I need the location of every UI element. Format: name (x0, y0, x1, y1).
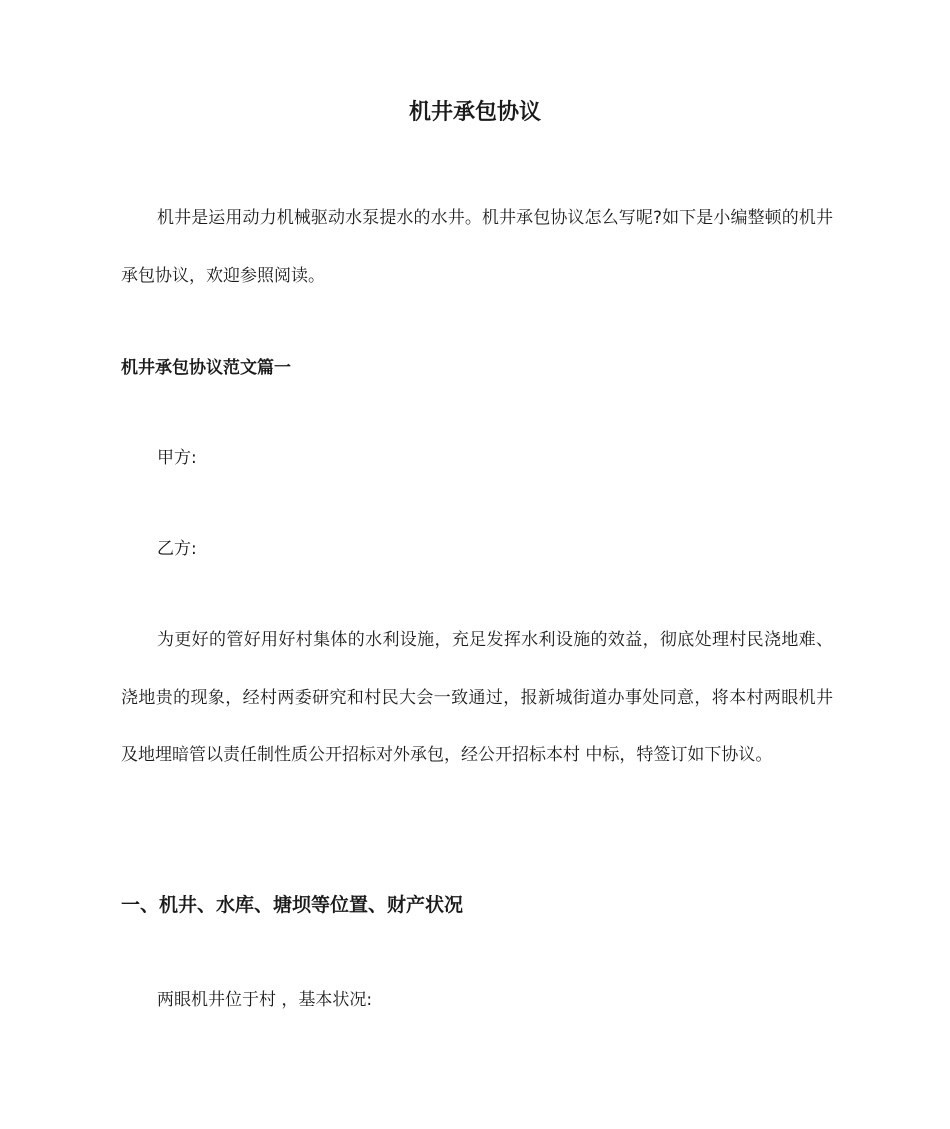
section-1-text: 两眼机井位于村 ，基本状况: (157, 990, 373, 1010)
document-title: 机井承包协议 (408, 100, 541, 125)
section-1-heading: 一、机井、水库、塘坝等位置、财产状况 (121, 894, 464, 916)
sample-heading: 机井承包协议范文篇一 (121, 358, 291, 378)
intro-paragraph: 机井是运用动力机械驱动水泵提水的水井。机井承包协议怎么写呢?如下是小编整顿的机井承包协议，欢迎参照阅读。 (121, 208, 833, 286)
preamble-paragraph: 为更好的管好用好村集体的水利设施，充足发挥水利设施的效益，彻底处理村民浇地难、浇地贵的现象，经村两委研究和村民大会一致通过，报新城街道办事处同意，将本村两眼机井及地埋暗管以责任制性质公开招标对外承包，经公开招标本村 中标，特签订如下协议。 (121, 630, 833, 765)
party-a-label: 甲方: (157, 448, 197, 468)
party-b-label: 乙方: (157, 539, 197, 559)
